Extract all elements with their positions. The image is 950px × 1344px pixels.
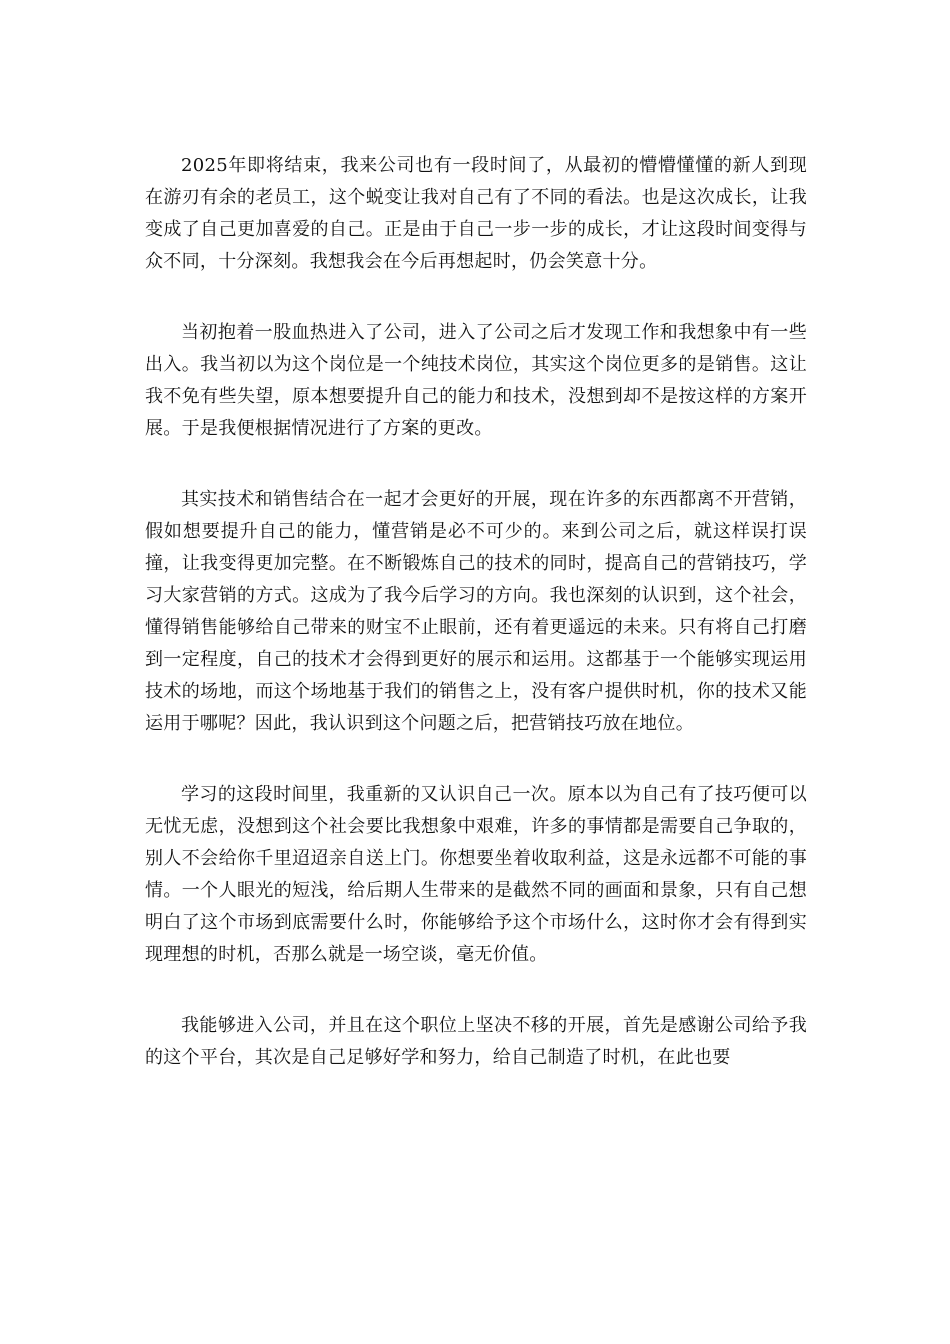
paragraph-1: 2025年即将结束，我来公司也有一段时间了，从最初的懵懵懂懂的新人到现在游刃有余的老员工，这个蜕变让我对自己有了不同的看法。也是这次成长，让我变成了自己更加喜爱的自己。正是由于自己一步一步的成长，才让这段时间变得与众不同，十分深刻。我想我会在今后再想起时，仍会笑意十分。 <box>145 155 807 272</box>
paragraph-4: 学习的这段时间里，我重新的又认识自己一次。原本以为自己有了技巧便可以无忧无虑，没想到这个社会要比我想象中艰难，许多的事情都是需要自己争取的，别人不会给你千里迢迢亲自送上门。你想要坐着收取利益，这是永远都不可能的事情。一个人眼光的短浅，给后期人生带来的是截然不同的画面和景象，只有自己想明白了这个市场到底需要什么时，你能够给予这个市场什么，这时你才会有得到实现理想的时机，否那么就是一场空谈，毫无价值。 <box>145 784 807 965</box>
paragraph-3: 其实技术和销售结合在一起才会更好的开展，现在许多的东西都离不开营销，假如想要提升自己的能力，懂营销是必不可少的。来到公司之后，就这样误打误撞，让我变得更加完整。在不断锻炼自己的技术的同时，提高自己的营销技巧，学习大家营销的方式。这成为了我今后学习的方向。我也深刻的认识到，这个社会，懂得销售能够给自己带来的财宝不止眼前，还有着更遥远的未来。只有将自己打磨到一定程度，自己的技术才会得到更好的展示和运用。这都基于一个能够实现运用技术的场地，而这个场地基于我们的销售之上，没有客户提供时机，你的技术又能运用于哪呢？因此，我认识到这个问题之后，把营销技巧放在地位。 <box>145 489 807 734</box>
paragraph-2: 当初抱着一股血热进入了公司，进入了公司之后才发现工作和我想象中有一些出入。我当初以为这个岗位是一个纯技术岗位，其实这个岗位更多的是销售。这让我不免有些失望，原本想要提升自己的能力和技术，没想到却不是按这样的方案开展。于是我便根据情况进行了方案的更改。 <box>145 322 807 439</box>
document-body <box>145 150 807 1113</box>
paragraph-5: 我能够进入公司，并且在这个职位上坚决不移的开展，首先是感谢公司给予我的这个平台，其次是自己足够好学和努力，给自己制造了时机，在此也要 <box>145 1015 807 1068</box>
